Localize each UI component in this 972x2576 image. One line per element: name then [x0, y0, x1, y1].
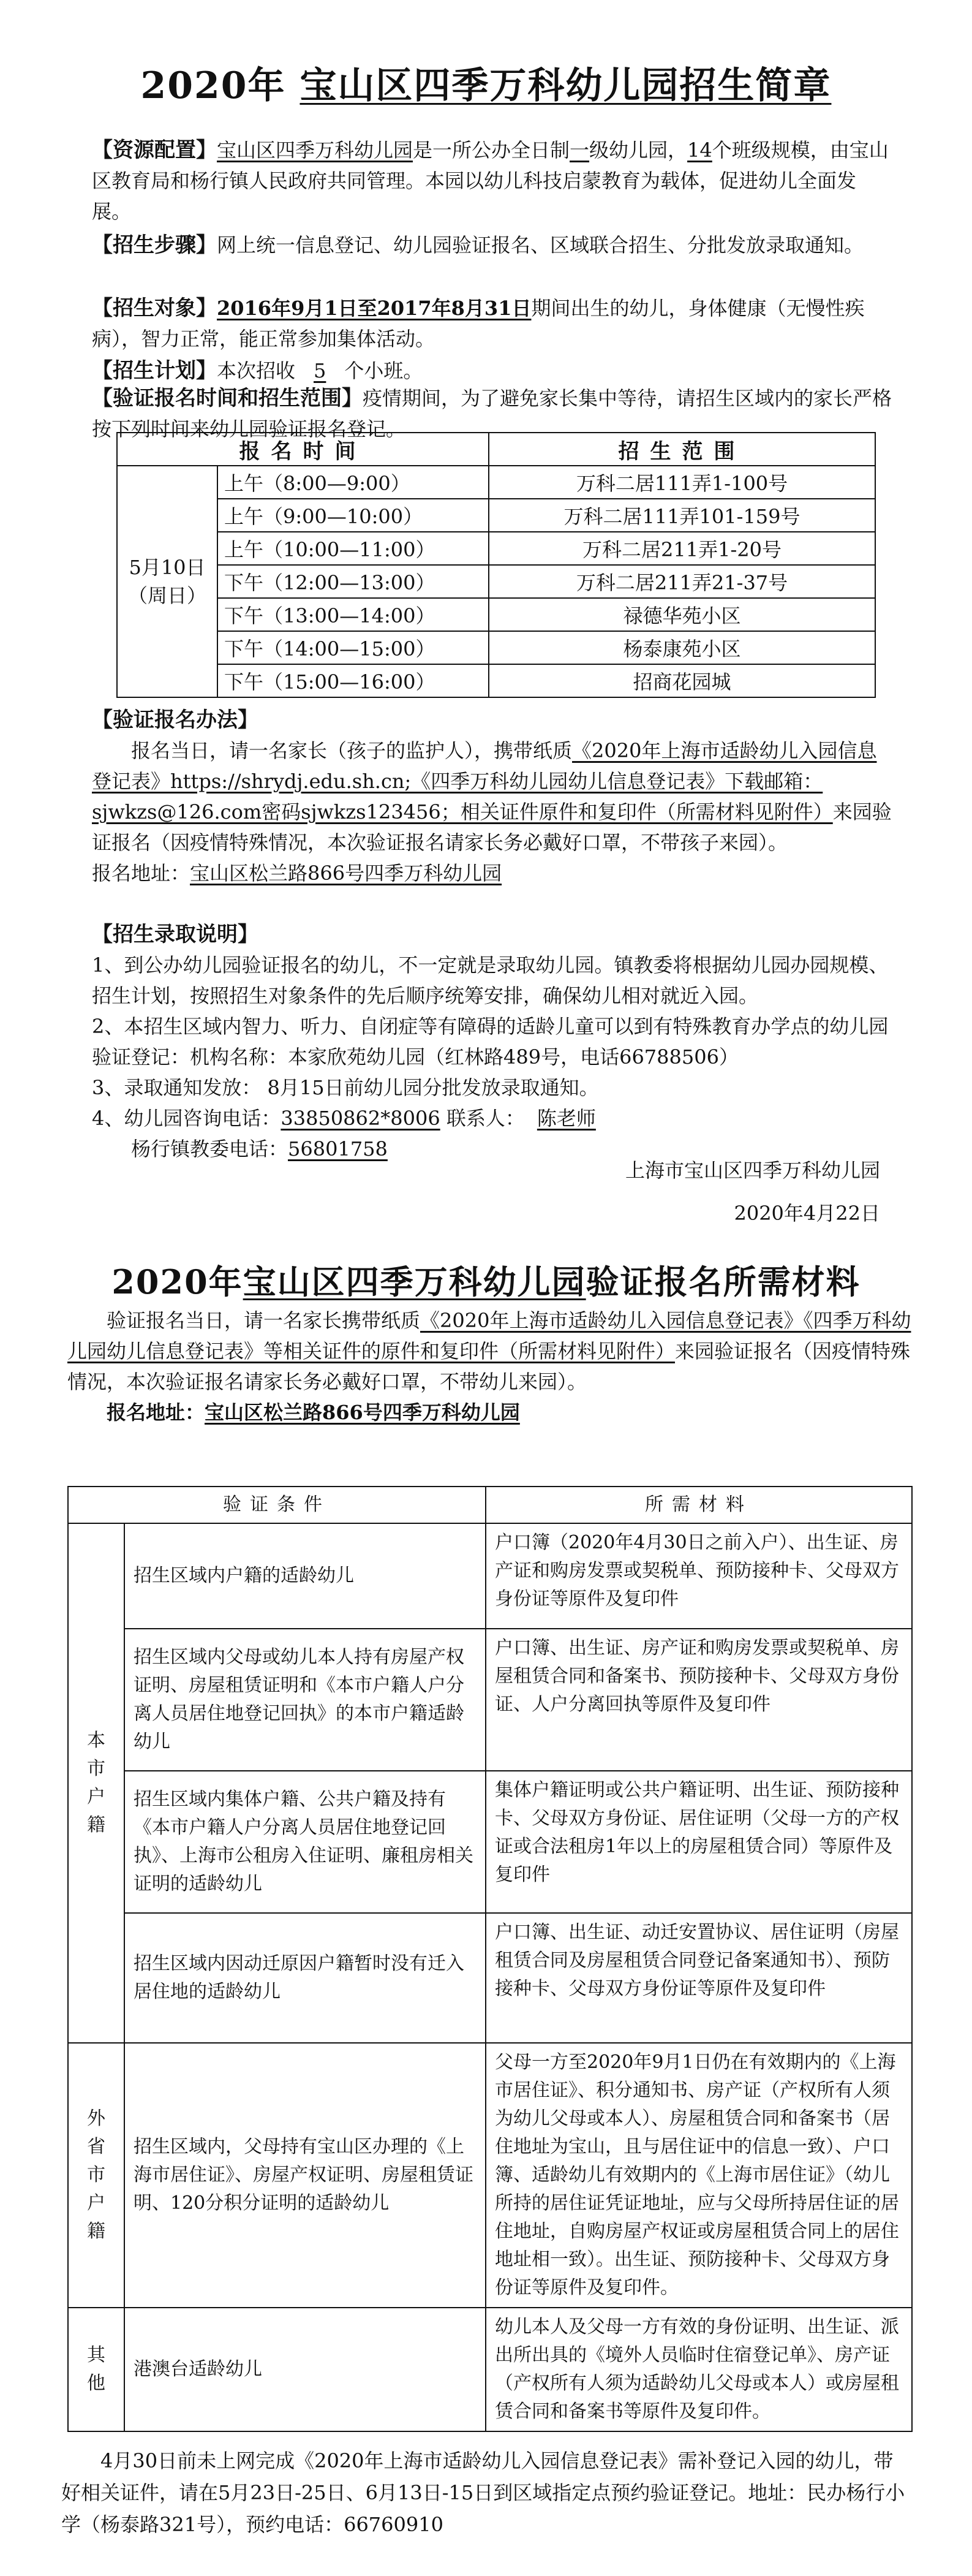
text: 来园验证报名（因疫情特殊情况，本次验证报名请家长务必戴好口罩，不带幼儿来园）。: [67, 1339, 911, 1393]
address-label: 报名地址：: [92, 862, 190, 885]
page-title-2: [0, 1256, 972, 1303]
table-row: [68, 1629, 912, 1771]
materials-cell: 户口簿（2020年4月30日之前入户）、出生证、房产证和购房发票或契税单、预防接种卡、父母双方身份证等原件及复印件: [486, 1523, 912, 1629]
class-plan-count: 5: [314, 359, 326, 382]
section-resources: [92, 135, 894, 227]
section-head: 【招生步骤】: [92, 233, 217, 257]
table-row: [68, 2043, 912, 2308]
note-4: [92, 1103, 894, 1134]
materials-cell: 户口簿、出生证、动迁安置协议、居住证明（房屋租赁合同及房屋租赁合同登记备案通知书）、预防接种卡、父母双方身份证等原件及复印件: [486, 1913, 912, 2043]
materials-table: [67, 1486, 913, 2432]
table-row: [68, 1913, 912, 2043]
condition-cell: 招生区域内集体户籍、公共户籍及持有《本市户籍人户分离人员居住地登记回执》、上海市公租房入住证明、廉租房相关证明的适龄幼儿: [124, 1771, 486, 1913]
note-1: 1、到公办幼儿园验证报名的幼儿，不一定就是录取幼儿园。镇教委将根据幼儿园办园规模、招生计划，按照招生对象条件的先后顺序统筹安排，确保幼儿相对就近入园。: [92, 953, 889, 1007]
address-value: 宝山区松兰路866号四季万科幼儿园: [205, 1401, 520, 1424]
range-cell: 禄德华苑小区: [489, 598, 875, 631]
required-forms: 《2020年上海市适龄幼儿入园信息登记表》https://shrydj.edu.sh.cn;《四季万科幼儿园幼儿信息登记表》下载邮箱：sjwkzs@126.com密码sjwkzs123456；相关证件原件和复印件（所需材料见附件）: [92, 739, 877, 824]
section-plan: [92, 355, 894, 386]
range-cell: 万科二居211弄1-20号: [489, 532, 875, 565]
method-paragraph: [92, 735, 894, 858]
header-materials: 所需材料: [486, 1487, 912, 1523]
title-school: 宝山区四季万科幼儿园: [243, 1262, 586, 1301]
text: 疫情期间，为了避免家长集中等待，请招生区域内的家长严格按下列时间来幼儿园验证报名登记。: [92, 387, 892, 441]
group-local: [68, 1523, 124, 2043]
table-row: [68, 1771, 912, 1913]
address-value: 宝山区松兰路866号四季万科幼儿园: [190, 862, 502, 885]
text: 来园验证报名（因疫情特殊情况，本次验证报名请家长务必戴好口罩，不带孩子来园）。: [92, 800, 892, 854]
signature-date: 2020年4月22日: [734, 1202, 880, 1225]
range-cell: 杨泰康苑小区: [489, 631, 875, 664]
condition-cell: 招生区域内因动迁原因户籍暂时没有迁入居住地的适龄幼儿: [124, 1913, 486, 2043]
range-cell: 万科二居211弄21-37号: [489, 565, 875, 598]
address-line: [92, 858, 894, 888]
time-cell: 上午（8:00—9:00）: [217, 466, 489, 499]
time-cell: 上午（10:00—11:00）: [217, 532, 489, 565]
section-head: 【招生录取说明】: [92, 922, 258, 947]
section-head: 【验证报名办法】: [92, 708, 258, 732]
grade-value: 一: [570, 138, 590, 162]
section-steps: [92, 230, 894, 260]
table-row: [117, 466, 875, 499]
text: 级幼儿园，: [589, 138, 688, 162]
text: 个班级规模，由宝山区教育局和杨行镇人民政府共同管理。本园以幼儿科技启蒙教育为载体，促进幼儿全面发展。: [92, 138, 889, 223]
time-cell: 上午（9:00—10:00）: [217, 499, 489, 532]
table-row: [68, 2308, 912, 2431]
group-char: 户: [87, 2192, 105, 2214]
header-condition: 验证条件: [68, 1487, 486, 1523]
text: 期间出生的幼儿，身体健康（无慢性疾病），智力正常，能正常参加集体活动。: [92, 297, 865, 350]
birth-range: 2016年9月1日至2017年8月31日: [217, 297, 532, 320]
section-head: 【验证报名时间和招生范围】: [92, 386, 363, 411]
group-nonlocal: [68, 2043, 124, 2308]
group-char: 其: [87, 2344, 105, 2366]
range-cell: 招商花园城: [489, 664, 875, 697]
time-cell: 下午（12:00—13:00）: [217, 565, 489, 598]
materials-cell: 幼儿本人及父母一方有效的身份证明、出生证、派出所出具的《境外人员临时住宿登记单》、房产证（产权所有人须为适龄幼儿父母或本人）或房屋租赁合同和备案书等原件及复印件。: [486, 2308, 912, 2431]
text: 网上统一信息登记、幼儿园验证报名、区域联合招生、分批发放录取通知。: [217, 233, 864, 257]
section-method: [92, 705, 894, 888]
group-char: 籍: [87, 1814, 105, 1836]
text: 报名当日，请一名家长（孩子的监护人），携带纸质: [131, 739, 573, 762]
group-char: 户: [87, 1786, 105, 1808]
group-char: 市: [87, 2164, 105, 2186]
group-other: [68, 2308, 124, 2431]
text: 杨行镇教委电话：: [131, 1137, 288, 1161]
phone-value: 33850862*8006: [281, 1107, 440, 1130]
signature-org: 上海市宝山区四季万科幼儿园: [625, 1159, 880, 1182]
range-cell: 万科二居111弄1-100号: [489, 466, 875, 499]
title-school: 宝山区四季万科幼儿园招生简章: [300, 64, 832, 107]
header-time: 报名时间: [117, 433, 489, 466]
condition-cell: 招生区域内，父母持有宝山区办理的《上海市居住证》、房屋产权证明、房屋租赁证明、120分积分证明的适龄幼儿: [124, 2043, 486, 2308]
date-cell: 5月10日（周日）: [117, 466, 217, 697]
table-row: [117, 598, 875, 631]
group-char: 他: [87, 2373, 105, 2394]
table-row: [117, 664, 875, 697]
title-year: 2020年: [111, 1262, 243, 1301]
condition-cell: 招生区域内户籍的适龄幼儿: [124, 1523, 486, 1629]
section-admission: [92, 919, 894, 1164]
title-suffix: 验证报名所需材料: [586, 1262, 861, 1301]
group-char: 省: [87, 2136, 105, 2157]
school-name: 宝山区四季万科幼儿园: [217, 138, 413, 162]
condition-cell: 港澳台适龄幼儿: [124, 2308, 486, 2431]
intro-paragraph: [67, 1305, 913, 1397]
table-row: [117, 499, 875, 532]
schedule-table: [116, 432, 876, 698]
footer-note: 4月30日前未上网完成《2020年上海市适龄幼儿入园信息登记表》需补登记入园的幼儿，带好相关证件，请在5月23日-25日、6月13日-15日到区域指定点预约验证登记。地址：民办杨行小学（杨泰路321号），预约电话：66760910: [61, 2449, 905, 2536]
time-cell: 下午（13:00—14:00）: [217, 598, 489, 631]
materials-cell: 户口簿、出生证、房产证和购房发票或契税单、房屋租赁合同和备案书、预防接种卡、父母双方身份证、人户分离回执等原件及复印件: [486, 1629, 912, 1771]
text: 是一所公办全日制: [413, 138, 570, 162]
materials-cell: 父母一方至2020年9月1日仍在有效期内的《上海市居住证》、积分通知书、房产证（产权所有人须为幼儿父母或本人）、房屋租赁合同和备案书（居住地址为宝山，且与居住证中的信息一致）、户口簿、适龄幼儿有效期内的《上海市居住证》（幼儿所持的居住证凭证地址，应与父母所持居住证的居住地址，自购房屋产权证或房屋租赁合同上的居住地址相一致）。出生证、预防接种卡、父母双方身份证等原件及复印件。: [486, 2043, 912, 2308]
time-cell: 下午（15:00—16:00）: [217, 664, 489, 697]
text: 个小班。: [344, 359, 423, 382]
table-row: [117, 565, 875, 598]
contact-person: 陈老师: [537, 1107, 596, 1130]
table-row: [117, 631, 875, 664]
note-3: 3、录取通知发放： 8月15日前幼儿园分批发放录取通知。: [92, 1076, 599, 1099]
table-row: [68, 1523, 912, 1629]
note-2: 2、本招生区域内智力、听力、自闭症等有障碍的适龄儿童可以到有特殊教育办学点的幼儿园验证登记：机构名称：本家欣苑幼儿园（红林路489号，电话66788506）: [92, 1015, 889, 1069]
required-forms: 《2020年上海市适龄幼儿入园信息登记表》《四季万科幼儿园幼儿信息登记表》等相关证件的原件和复印件（所需材料见附件）: [67, 1309, 911, 1363]
table-row: [117, 532, 875, 565]
class-count: 14: [687, 138, 712, 162]
group-char: 籍: [87, 2221, 105, 2242]
page-title: [0, 56, 972, 109]
text: 联系人：: [446, 1107, 525, 1130]
materials-intro: [67, 1305, 913, 1428]
table-header: [117, 433, 875, 466]
table-header: [68, 1487, 912, 1523]
group-char: 外: [87, 2108, 105, 2129]
text: 验证报名当日，请一名家长携带纸质: [107, 1309, 421, 1332]
address-label: 报名地址：: [107, 1401, 205, 1424]
text: 本次招收: [217, 359, 296, 382]
header-range: 招生范围: [489, 433, 875, 466]
text: 4、幼儿园咨询电话：: [92, 1107, 281, 1130]
materials-cell: 集体户籍证明或公共户籍证明、出生证、预防接种卡、父母双方身份证、居住证明（父母一方的产权证或合法租房1年以上的房屋租赁合同）等原件及复印件: [486, 1771, 912, 1913]
section-target: [92, 293, 894, 354]
address-line: [67, 1397, 913, 1428]
section-head: 【资源配置】: [92, 138, 217, 162]
time-cell: 下午（14:00—15:00）: [217, 631, 489, 664]
section-head: 【招生对象】: [92, 296, 217, 320]
section-head: 【招生计划】: [92, 358, 217, 383]
condition-cell: 招生区域内父母或幼儿本人持有房屋产权证明、房屋租赁证明和《本市户籍人户分离人员居住地登记回执》的本市户籍适龄幼儿: [124, 1629, 486, 1771]
group-char: 市: [87, 1758, 105, 1779]
group-char: 本: [87, 1730, 105, 1751]
phone-value: 56801758: [288, 1137, 388, 1161]
title-year: 2020年: [140, 64, 300, 107]
range-cell: 万科二居111弄101-159号: [489, 499, 875, 532]
